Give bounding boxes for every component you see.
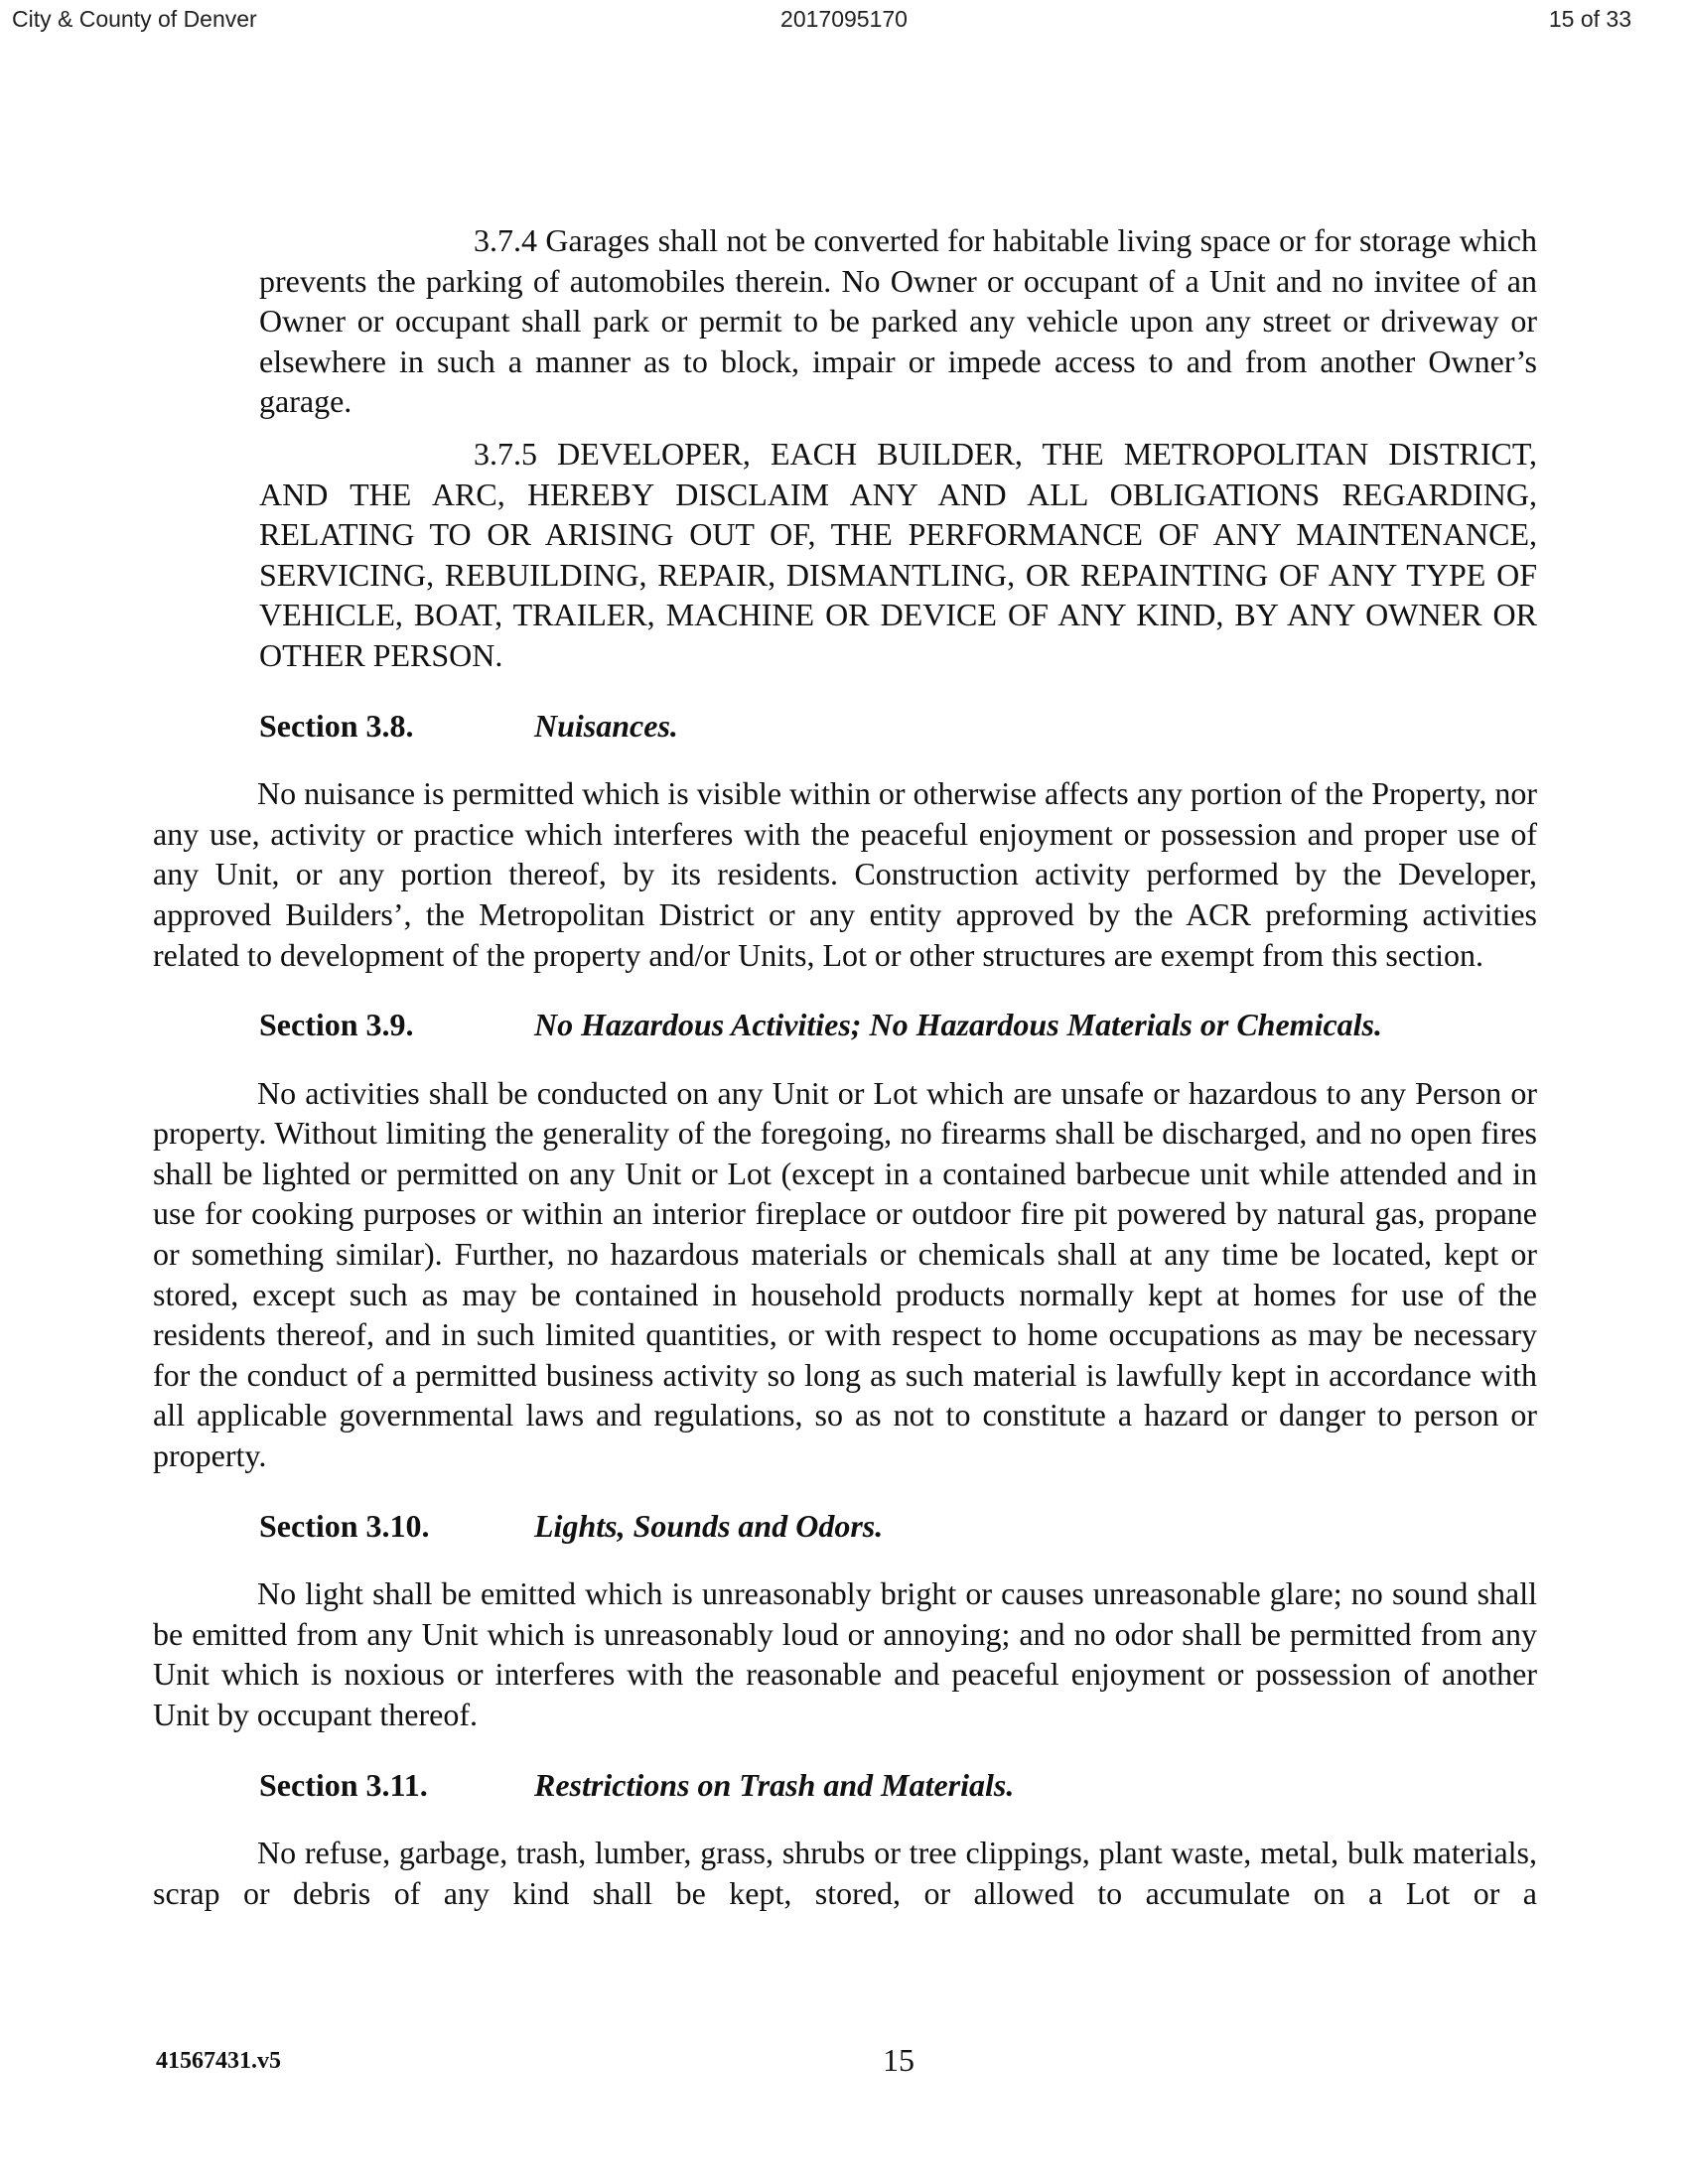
section-3-9-number: Section 3.9.	[259, 1007, 414, 1043]
paragraph-3-7-5: 3.7.5 DEVELOPER, EACH BUILDER, THE METROPOLITAN DISTRICT, AND THE ARC, HEREBY DISCLAIM ANY AND ALL OBLIGATIONS REGARDING, RELATING TO OR ARISING OUT OF, THE PERFORMANCE OF ANY MAINTENANCE, SERVICING, REBUILDING, REPAIR, DISMANTLING, OR REPAINTING OF ANY TYPE OF VEHICLE, BOAT, TRAILER, MACHINE OR DEVICE OF ANY KIND, BY ANY OWNER OR OTHER PERSON.	[259, 435, 1537, 673]
section-3-9-heading	[153, 1005, 1537, 1045]
footer-document-id: 41567431.v5	[156, 2048, 281, 2074]
page-header	[0, 6, 1688, 42]
section-3-9-text: No activities shall be conducted on any Unit or Lot which are unsafe or hazardous to any Person or property. Without limiting the generality of the foregoing, no firearms shall be discharged, and no open fires shall be lighted or permitted on any Unit or Lot (except in a contained barbecue unit while attended and in use for cooking purposes or within an interior fireplace or outdoor fire pit powered by natural gas, propane or something similar). Further, no hazardous materials or chemicals shall at any time be located, kept or stored, except such as may be contained in household products normally kept at homes for use of the residents thereof, and in such limited quantities, or with respect to home occupations as may be necessary for the conduct of a permitted business activity so long as such material is lawfully kept in accordance with all applicable governmental laws and regulations, so as not to constitute a hazard or danger to person or property.	[153, 1074, 1537, 1474]
section-3-8-heading	[153, 706, 1537, 747]
footer-page-number: 15	[883, 2042, 914, 2078]
document-body	[153, 220, 1537, 1913]
section-3-8-number: Section 3.8.	[259, 707, 414, 744]
section-3-10-number: Section 3.10.	[259, 1507, 430, 1544]
paragraph-3-7-4: 3.7.4 Garages shall not be converted for habitable living space or for storage which prevents the parking of automobiles therein. No Owner or occupant of a Unit and no invitee of an Owner or occupant shall park or permit to be parked any vehicle upon any street or driveway or elsewhere in such a manner as to block, impair or impede access to and from another Owner’s garage.	[259, 222, 1537, 420]
section-3-11-text: No refuse, garbage, trash, lumber, grass, shrubs or tree clippings, plant waste, metal, bulk materials, scrap or debris of any kind shall be kept, stored, or allowed to accumulate on a Lot or a	[153, 1835, 1537, 1911]
section-3-8-title: Nuisances.	[534, 707, 678, 744]
section-3-10-heading	[153, 1506, 1537, 1547]
header-county: City & County of Denver	[12, 6, 257, 32]
section-3-8-text: No nuisance is permitted which is visible within or otherwise affects any portion of the Property, nor any use, activity or practice which interferes with the peaceful enjoyment or possession and proper use of any Unit, or any portion thereof, by its residents. Construction activity performed by the Developer, approved Builders’, the Metropolitan District or any entity approved by the ACR preforming activities related to development of the property and/or Units, Lot or other structures are exempt from this section.	[153, 775, 1537, 973]
header-page-count: 15 of 33	[1548, 6, 1631, 32]
section-3-11-title: Restrictions on Trash and Materials.	[534, 1766, 1015, 1803]
section-3-10-title: Lights, Sounds and Odors.	[534, 1507, 884, 1544]
section-3-11-heading	[153, 1765, 1537, 1806]
header-reception-number: 2017095170	[780, 6, 908, 32]
section-3-11-number: Section 3.11.	[259, 1766, 428, 1803]
section-3-10-text: No light shall be emitted which is unreasonably bright or causes unreasonable glare; no sound shall be emitted from any Unit which is unreasonably loud or annoying; and no odor shall be permitted from any Unit which is noxious or interferes with the reasonable and peaceful enjoyment or possession of another Unit by occupant thereof.	[153, 1575, 1537, 1732]
section-3-9-title: No Hazardous Activities; No Hazardous Materials or Chemicals.	[534, 1007, 1382, 1043]
